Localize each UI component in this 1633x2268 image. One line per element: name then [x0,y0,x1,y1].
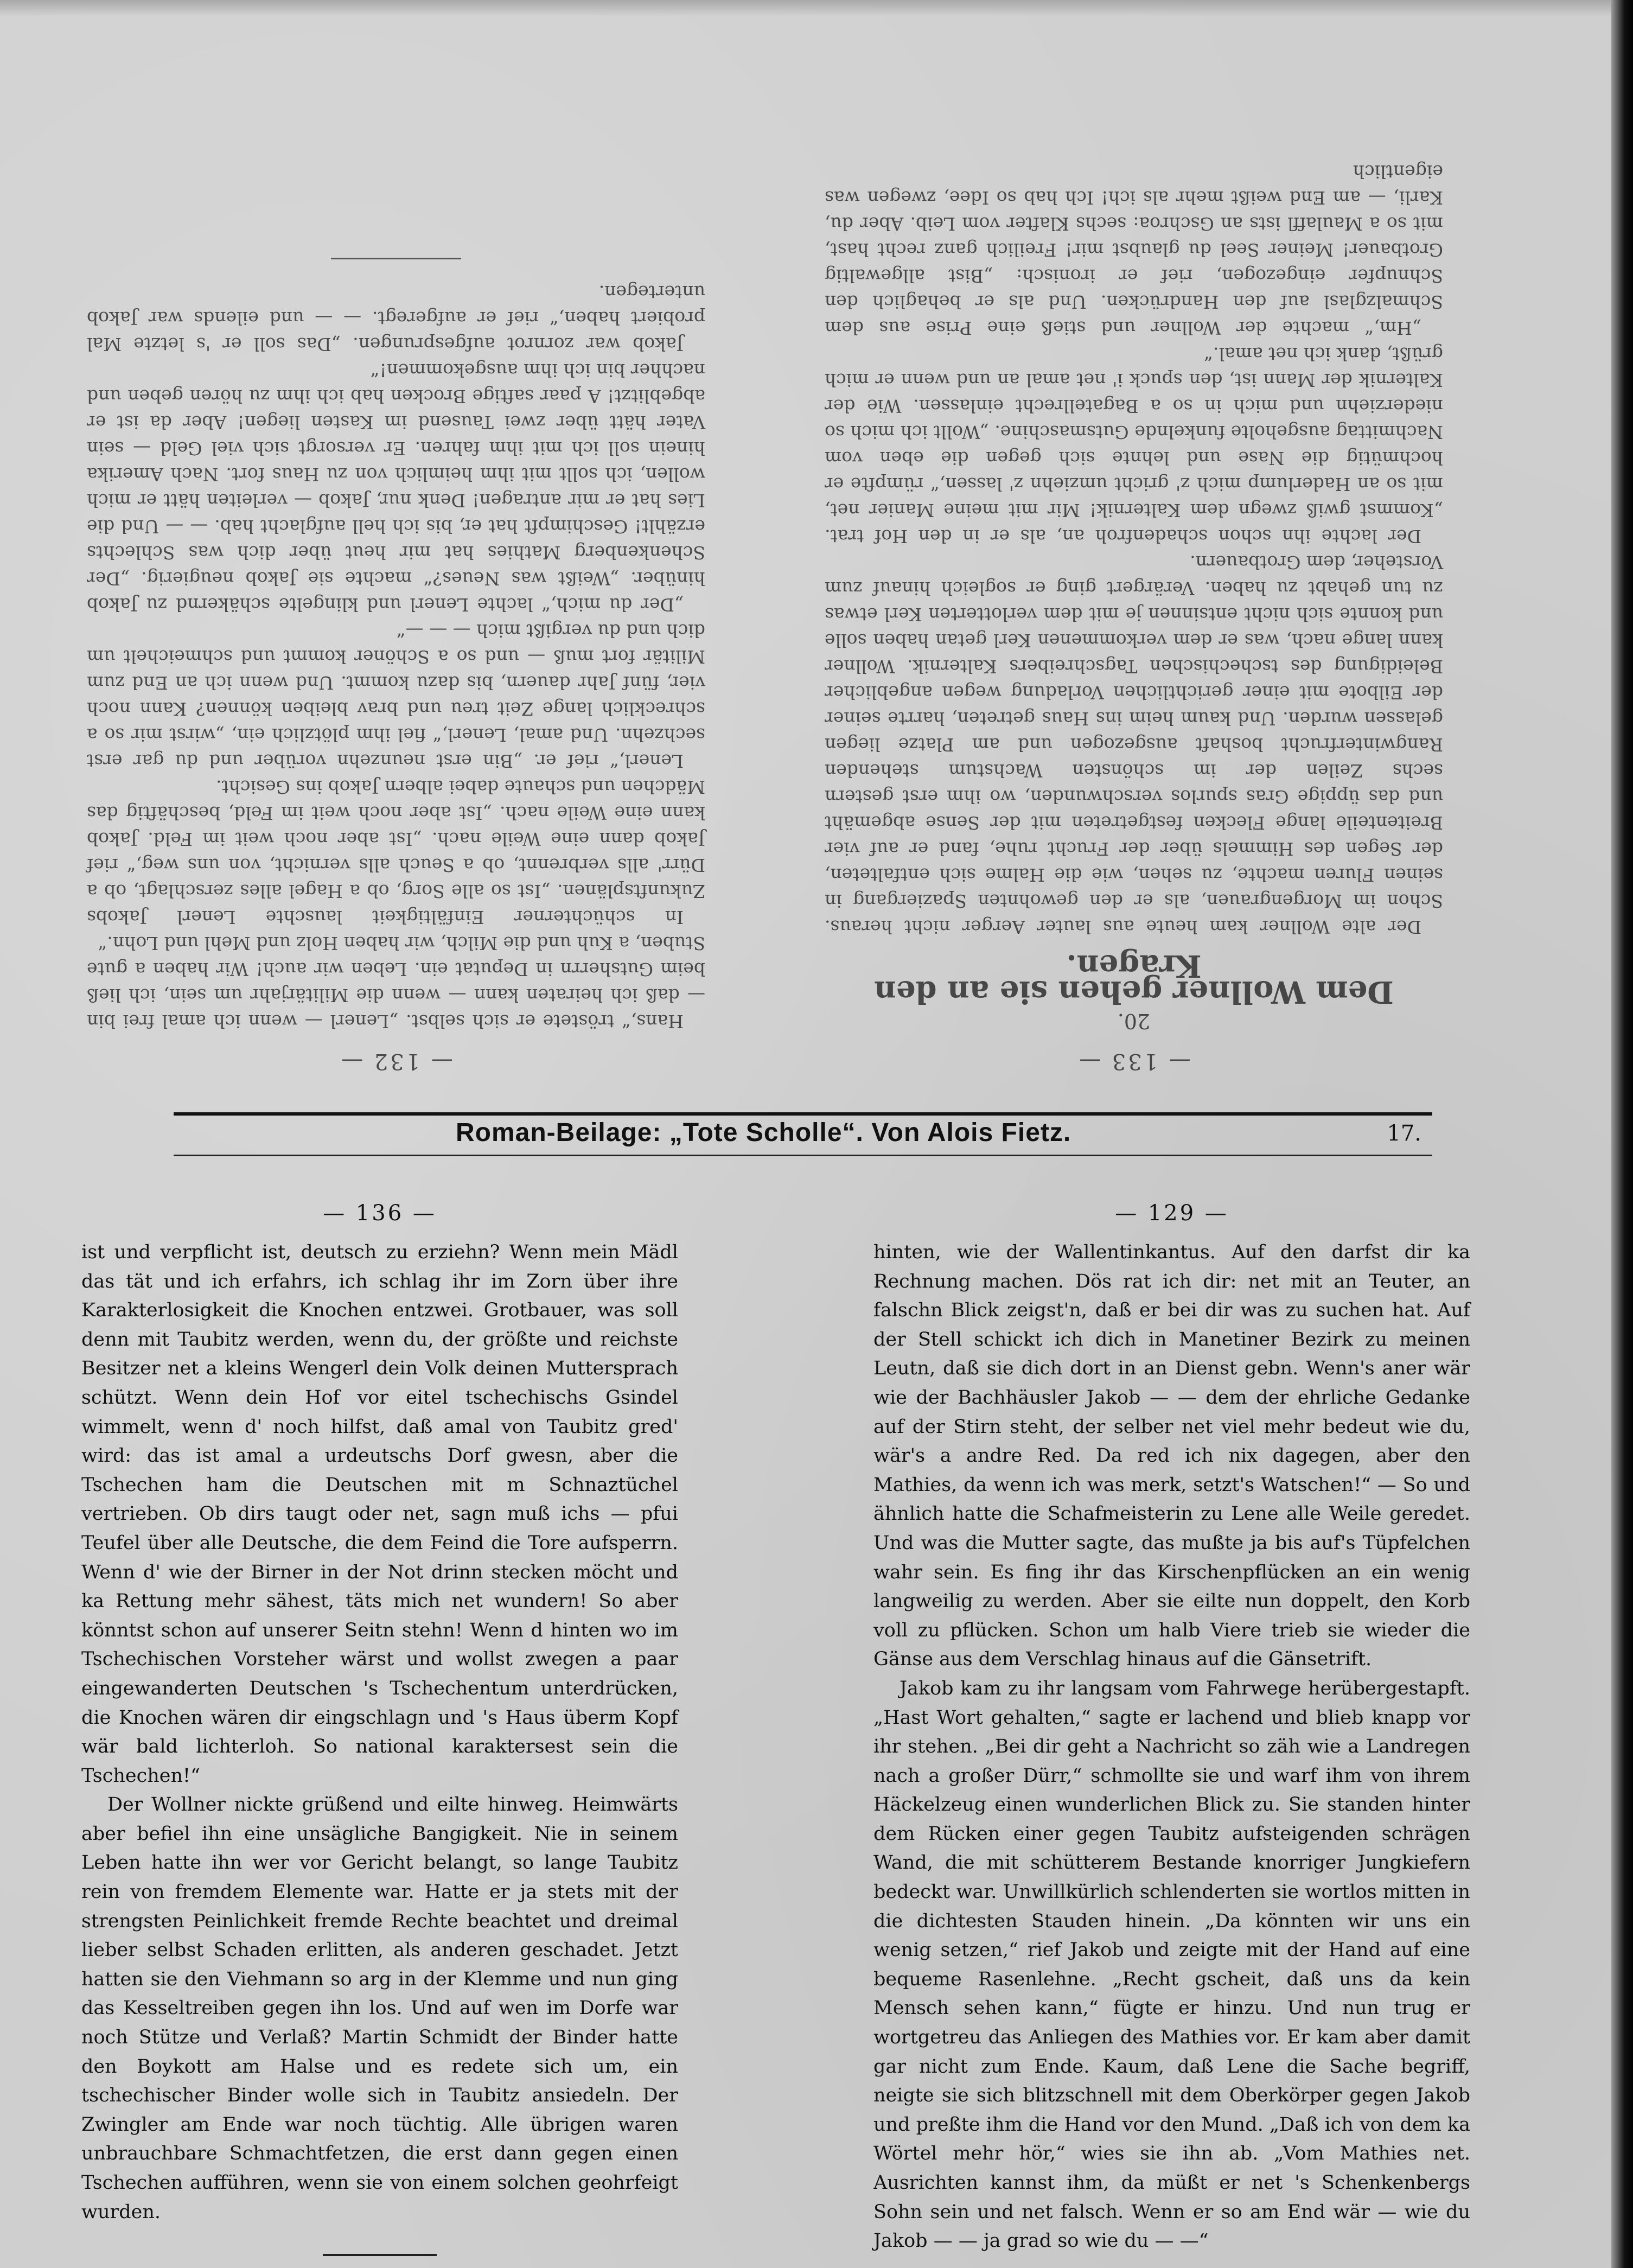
paragraph: Jakob war zornrot aufgesprungen. „Das soll er 's letzte Mal probiert haben,“ rief er aufgeregt. — — und eilends war Jakob untertegen. [87,282,705,355]
running-header [174,1112,1432,1156]
page-136-column [81,1199,678,2256]
chapter-number: 20. [1117,1009,1151,1033]
header-title: Roman-Beilage: „Tote Scholle“. Von Alois Fietz. [456,1118,1071,1147]
section-rule [331,258,461,259]
paragraph: „Der du mich,“ lachte Lenerl und klingelte schäkernd zu Jakob hinüber. „Weißt was Neues?“ machte sie Jakob neugierig. „Der Schenkenberg Mathies hat mir heut über dich was Schlechts erzählt! Geschimpft hat er, bis ich hell aufglacht hab. — — Und die Lies hat er mir antragen! Denk nur, Jakob — verleiten hätt er mich wollen, ich sollt mit ihm heimlich von zu Haus fort. Nach Amerika hinein soll ich mit ihm fahren. Er versorgt sich viel Geld — sein Vater hätt über zwei Tausend im Kasten liegen! Aber da ist er abgeblitzt! A paar saftige Brocken hab ich ihm zu hören geben und nachher bin ich ihm ausgekommen!“ [87,360,705,615]
paragraph: Der alte Wollner kam heute aus lauter Aerger nicht heraus. Schon im Morgengrauen, als er den gewohnten Spaziergang in seinen Fluren machte, zu sehen, wie die Halme sich entfalteten, der Segen des Himmels über der Frucht ruhe, fand er auf vier Breitenteile lange Flecken festgetreten mit der Sense abgemäht und das üppige Gras spurlos verschwunden, wo ihm erst gestern sechs Zeilen der im schönsten Wachstum stehenden Rangwinterfrucht boshaft ausgezogen und am Platze liegen gelassen wurden. Und kaum heim ins Haus getreten, harrte seiner der Eilbote mit einer gerichtlichen Vorladung wegen angeblicher Beleidigung des tschechischen Tagschreibers Kalternik. Wollner kann lange nach, was er dem verkommenen Kerl getan haben solle und konnte sich nicht entsinnen je mit dem verlotterten Kerl etwas zu tun gehabt zu haben. Verärgert ging er sogleich hinauf zum Vorsteher, dem Grotbauern. [825,552,1443,938]
section-end-rule [323,2254,437,2256]
paragraph: hinten, wie der Wallentinkantus. Auf den darfst dir ka Rechnung machen. Dös rat ich dir: net mit an Teuter, an falschn Blick zeigst'n, daß er bei dir was zu suchen hat. Auf der Stell schickt ich dich in Manetiner Bezirk zu meinen Leutn, daß sie dich dort in an Dienst gebn. Wenn's aner wär wie der Bachhäusler Jakob — — dem der ehrliche Gedanke auf der Stirn steht, der selber net viel mehr bedeut wie du, wär's a andre Red. Da red ich nix dagegen, aber den Mathies, da wenn ich was merk, setzt's Watschen!“ — So und ähnlich hatte die Schafmeisterin zu Lene alle Weile geredet. Und was die Mutter sagte, das mußte ja bis auf's Tüpfelchen wahr sein. Es fing ihr das Kirschenpflücken an ein wenig langweilig zu werden. Aber sie eilte nun doppelt, den Korb voll zu pflücken. Schon um halb Viere trieb sie wieder die Gänse aus dem Verschlag hinaus auf die Gänsetrift. [873,1241,1470,1671]
sheet-number: 17. [1387,1121,1421,1146]
paragraph: ist und verpflicht ist, deutsch zu erziehn? Wenn mein Mädl das tät und ich erfahrs, ich schlag ihr im Zorn über ihre Karakterlosigkeit die Knochen entzwei. Grotbauer, was soll denn mit Taubitz werden, wenn du, der größte und reichste Besitzer net a kleins Wengerl dein Volk deinen Muttersprach schützt. Wenn dein Hof vor eitel tschechischs Gsindel wimmelt, wenn d' noch hilfst, daß amal von Taubitz gred' wird: das ist amal a urdeutschs Dorf gwesn, aber die Tschechen ham die Deutschen mit m Schnaztüchel vertrieben. Ob dirs taugt oder net, sagn muß ichs — pfui Teufel über alle Deutsche, die dem Feind die Tore aufsperrn. Wenn d' wie der Birner in der Not drinn stecken möcht und ka Rettung mehr sähest, täts mich net wundern! So aber könntst schon auf unserer Seitn stehn! Wenn d hinten wo im Tschechischen Vorsteher wärst und wollst zwegen a paar eingewanderten Deutschen 's Tschechentum unterdrücken, die Knochen wären dir eingschlagn und 's Haus überm Kopf wär bald lichterloh. So national karaktersest sein die Tschechen!“ [81,1241,678,1787]
upside-down-upper-half [87,87,1443,1074]
paragraph: Der lachte ihn schon schadenfroh an, als er in den Hof trat. „Kommst gwiß zwegn dem Kalternik! Mir mit meine Manier net, mit so an Haderlump mich z' gricht umziehn z' lassen,“ rümpfte er hochmütig die Nase und lehnte sich gegen die eben vom Nachmittag ausgeholte funkelnde Gutsmaschine. „Wollt ich mich so niederziehn und mich in so a Bagatellrecht einlassen. Wie der Kalternik der Mann ist, den spuck i' net amal an und wenn er mich grüßt, dank ich net amal.“ [825,343,1443,547]
chapter-title: Dem Wollner gehen sie an den Kragen. [874,948,1394,1010]
page-number: — 129 — [1115,1201,1229,1226]
paragraph: In schüchterner Einfältigkeit lauschte Lenerl Jakobs Zukunftsplänen. „Ist so alle Sorg, ob a Hagel alles zerschlagt, ob a Dürr' alls verbrennt, ob a Seuch alls vernicht, von uns weg,“ rief Jakob dann eine Weile nach. „Ist aber noch weit im Feld. Jakob kann eine Weile nach. „Ist aber noch weit im Feld, beschäftig das Mädchen und schaute dabei albern Jakob ins Gesicht. [87,776,705,928]
page-number: — 132 — [339,1049,453,1074]
paragraph: Hans,“ tröstete er sich selbst. „Lenerl — wenn ich amal frei bin — daß ich heiraten kann — wenn die Militärjahr um sein, ich ließ beim Gutsherrn in Deputat ein. Leben wir auch! Wir haben a gute Stuben, a Kuh und die Milch, wir haben Holz und Mehl und Lohn.“ [87,933,705,1032]
paragraph: Der Wollner nickte grüßend und eilte hinweg. Heimwärts aber befiel ihn eine unsägliche Bangigkeit. Nie in seinem Leben hatte ihn wer vor Gericht belangt, so lange Taubitz rein von fremdem Elemente war. Hatte er ja stets mit der strengsten Peinlichkeit fremde Rechte beachtet und dreimal lieber selbst Schaden erlitten, als anderen geschadet. Jetzt hatten sie den Viehmann so arg in der Klemme und nun ging das Kesseltreiben gegen ihn los. Und auf wen im Dorfe war noch Stütze und Verlaß? Martin Schmidt der Binder hatte den Boykott am Halse und es redete sich um, ein tschechischer Binder wolle sich in Taubitz ansiedeln. Der Zwingler am Ende war noch tüchtig. Alle übrigen waren unbrauchbare Schmachtfetzen, die erst dann gegen einen Tschechen aufführen, wenn sie von einem solchen geohrfeigt wurden. [81,1794,678,2223]
page-number: — 136 — [323,1201,437,1226]
header-rule-top [174,1112,1432,1116]
header-rule-bottom [174,1155,1432,1156]
scan-dark-edge [1611,0,1633,2268]
paragraph: Jakob kam zu ihr langsam vom Fahrwege herübergestapft. „Hast Wort gehalten,“ sagte er lachend und blieb knapp vor ihr stehen. „Bei dir geht a Nachricht so zäh wie a Landregen nach a großer Dürr,“ schmollte sie und warf ihm von ihrem Häckelzeug einen wunderlichen Blick zu. Sie standen hinter dem Rücken einer gegen Taubitz aufsteigenden schrägen Wand, die mit schütterem Bestande knorriger Jungkiefern bedeckt war. Unwillkürlich schlenderten sie wortlos mitten in die dichtesten Stauden hinein. „Da könnten wir uns ein wenig setzen,“ rief Jakob und zeigte mit der Hand auf eine bequeme Rasenlehne. „Recht gscheit, daß uns da kein Mensch sehen kann,“ fügte er hinzu. Und nun trug er wortgetreu das Anliegen des Mathies vor. Er kam aber damit gar nicht zum Ende. Kaum, daß Lene die Sache begriff, neigte sie sich blitzschnell mit dem Oberkörper gegen Jakob und preßte ihm die Hand vor den Mund. „Daß ich von dem ka Wörtel mehr hör,“ wies sie ihn ab. „Vom Mathies net. Ausrichten kannst ihm, da müßt er net 's Schenkenbergs Sohn sein und net falsch. Wenn er so am End wär — wie du Jakob — — ja grad so wie du — —“ [873,1677,1470,2252]
page-129-column [873,1199,1470,2256]
page-number: — 133 — [1077,1049,1191,1074]
paragraph: Lenerl,“ rief er. „Bin erst neunzehn vorüber und du gar erst sechzehn. Und amal, Lenerl,“ fiel ihm plötzlich ein, „wirst mir so a schrecklich lange Zeit treu und brav bleiben können? Kann noch vier, fünf Jahr dauern, bis dazu kommt. Und wenn ich an End zum Militär fort muß — und so a Schöner kommt und schmeichelt um dich und du vergißt mich — — —“ [87,620,705,772]
upper-page-132 [87,87,705,1074]
upper-page-133 [825,87,1443,1074]
scan-top-edge [0,0,1611,16]
paragraph: „Hm,“ machte der Wollner und stieß eine Prise aus dem Schmalzglasl auf den Handrücken. Und als er behaglich den Schnupfer eingezogen, rief er ironisch: „Bist allgewaltig Grotbauer! Meiner Seel du glaubst mir! Freilich ganz recht hast, mit so a Maulaffl ists an Gschroa: sechs Klafter vom Leib. Aber du, Karli, — am End weißt mehr als ich! Ich hab so Idee, zwegen was eigentlich [825,161,1443,339]
